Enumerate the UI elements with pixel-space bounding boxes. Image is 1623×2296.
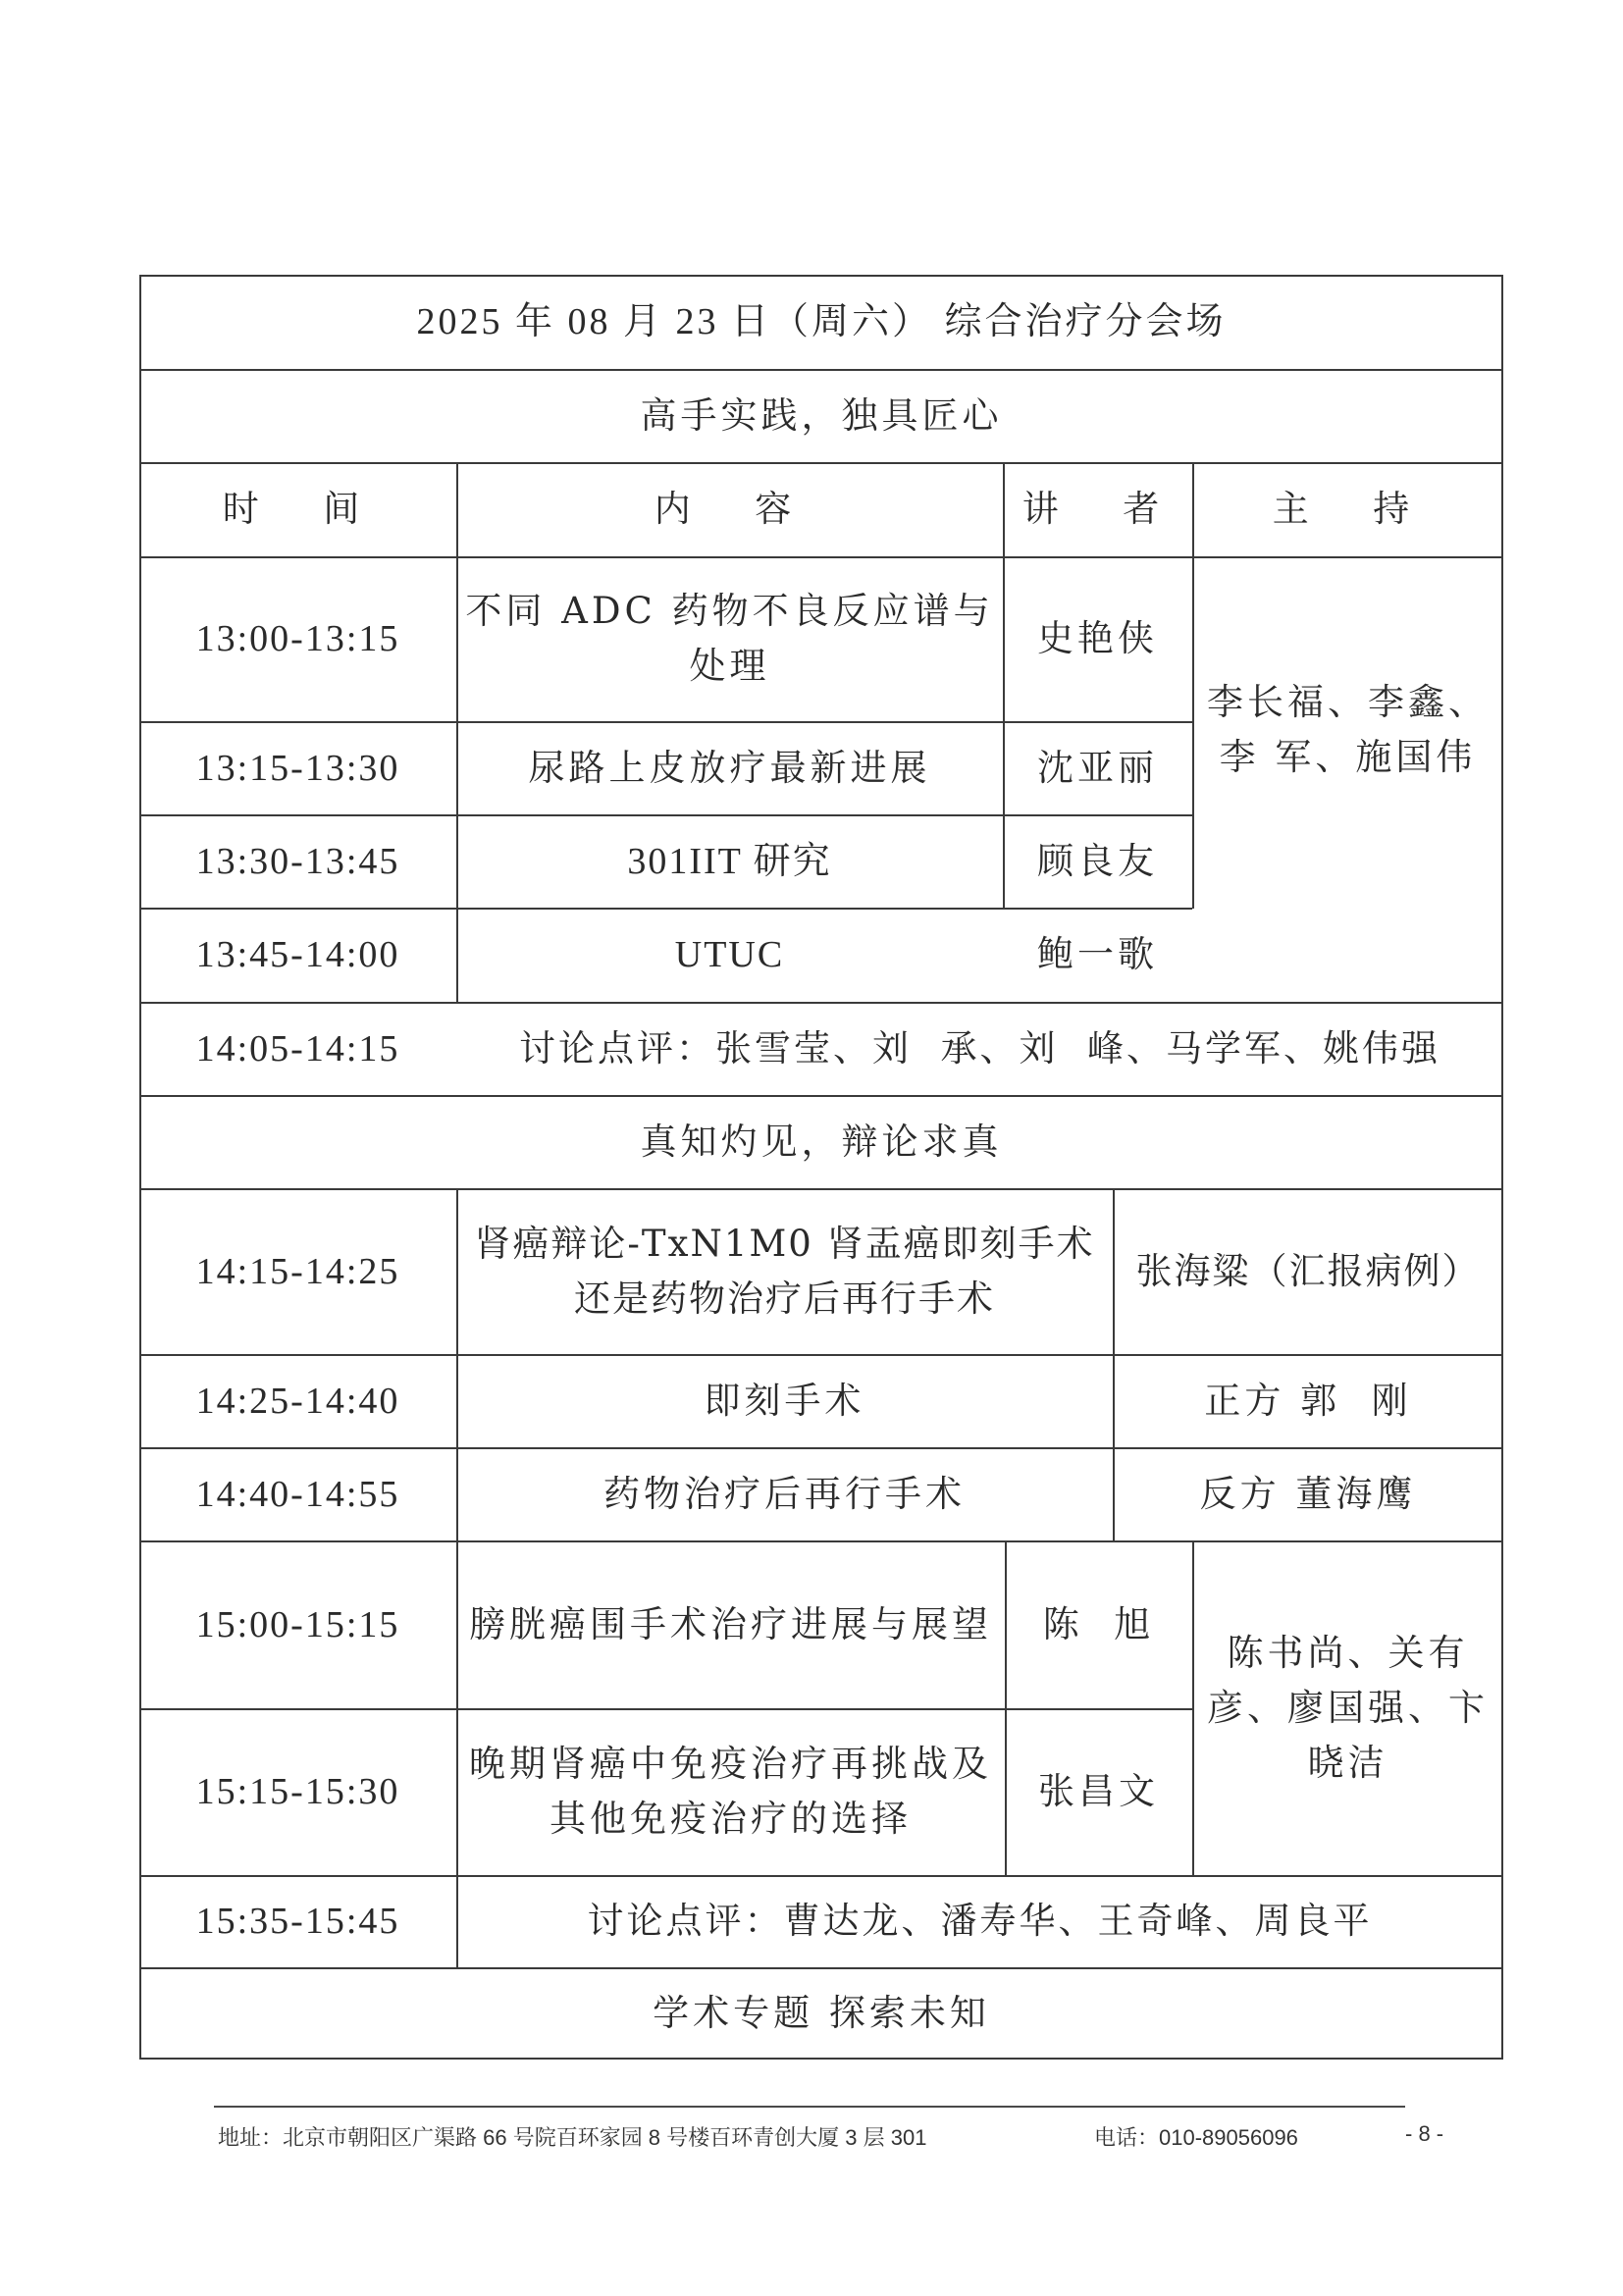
page-number: - 8 - [1405, 2121, 1444, 2146]
table-row [139, 1354, 1503, 1447]
time-cell: 15:35-15:45 [195, 1901, 400, 1942]
host-cell: 李长福、李鑫、李 军、施国伟 [1207, 681, 1489, 778]
speaker-cell: 顾良友 [1037, 839, 1158, 882]
discussion-text: 讨论点评：张雪莹、刘 承、刘 峰、马学军、姚伟强 [518, 1026, 1441, 1070]
time-cell: 13:45-14:00 [195, 934, 400, 975]
section-row [139, 1095, 1503, 1188]
section-title: 真知灼见，辩论求真 [640, 1120, 1003, 1163]
content-cell: 即刻手术 [704, 1379, 865, 1422]
time-cell: 15:15-15:30 [195, 1771, 400, 1812]
header-row [139, 462, 1503, 556]
host-cell: 陈书尚、关有彦、廖国强、卞晓洁 [1207, 1631, 1489, 1784]
time-cell: 14:40-14:55 [195, 1473, 400, 1515]
host-group [139, 556, 1503, 1002]
content-cell: 药物治疗后再行手术 [603, 1472, 966, 1515]
time-cell: 13:15-13:30 [195, 747, 400, 789]
time-cell: 14:05-14:15 [195, 1027, 400, 1070]
time-cell: 14:25-14:40 [195, 1380, 400, 1422]
header-content: 内 容 [654, 488, 806, 530]
content-cell: 不同 ADC 药物不良反应谱与处理 [465, 590, 994, 687]
table-row [139, 1188, 1503, 1354]
speaker-cell: 张海粱（汇报病例） [1135, 1249, 1481, 1292]
section-title: 学术专题 探索未知 [653, 1992, 990, 2034]
content-cell: 尿路上皮放疗最新进展 [528, 746, 931, 789]
page-title: 2025 年 08 月 23 日（周六） 综合治疗分会场 [416, 301, 1227, 342]
discussion-row [139, 1002, 1503, 1095]
content-cell: 301IIT 研究 [627, 840, 832, 882]
section-title: 高手实践，独具匠心 [640, 393, 1003, 437]
speaker-cell: 反方 董海鹰 [1199, 1472, 1417, 1515]
speaker-cell: 张昌文 [1038, 1770, 1159, 1812]
header-speaker: 讲 者 [1021, 488, 1174, 530]
content-cell: UTUC [674, 934, 785, 975]
content-cell: 肾癌辩论-TxN1M0 肾盂癌即刻手术还是药物治疗后再行手术 [474, 1222, 1095, 1320]
header-host: 主 持 [1272, 488, 1424, 530]
title-row [139, 275, 1503, 369]
time-cell: 14:15-14:25 [195, 1250, 400, 1292]
section-row [139, 1967, 1503, 2060]
time-cell: 13:30-13:45 [195, 840, 400, 882]
time-cell: 15:00-15:15 [195, 1603, 400, 1645]
time-cell: 13:00-13:15 [195, 618, 400, 659]
footer-phone: 电话：010-89056096 [1094, 2125, 1298, 2150]
speaker-cell: 史艳侠 [1037, 617, 1158, 659]
footer-address: 地址：北京市朝阳区广渠路 66 号院百环家园 8 号楼百环青创大厦 3 层 301 [218, 2125, 927, 2150]
section-row [139, 369, 1503, 462]
discussion-text: 讨论点评：曹达龙、潘寿华、王奇峰、周良平 [587, 1900, 1373, 1942]
footer-divider [214, 2106, 1405, 2108]
host-group [139, 1540, 1503, 1875]
content-cell: 晚期肾癌中免疫治疗再挑战及其他免疫治疗的选择 [469, 1743, 992, 1840]
content-cell: 膀胱癌围手术治疗进展与展望 [469, 1602, 992, 1645]
speaker-cell: 正方 郭 刚 [1204, 1379, 1412, 1422]
header-time: 时 间 [222, 488, 374, 530]
speaker-cell: 陈 旭 [1042, 1602, 1155, 1645]
speaker-cell: 鲍一歌 [1037, 933, 1158, 975]
speaker-cell: 沈亚丽 [1037, 746, 1158, 789]
table-row [139, 1447, 1503, 1540]
discussion-row [139, 1875, 1503, 1967]
